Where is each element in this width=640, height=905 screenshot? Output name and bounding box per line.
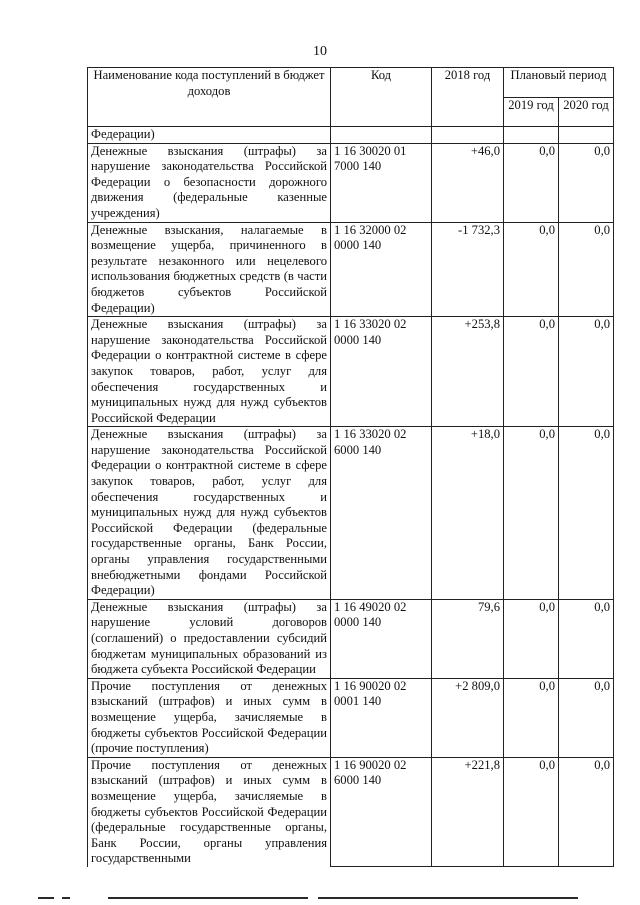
row-name: Денежные взыскания (штрафы) за нарушение законодательства Российской Федерации о безопасности дорожного движения (федеральные казенные учреждения) xyxy=(88,143,331,222)
row-value-2018: +46,0 xyxy=(432,143,504,222)
row-value-2019: 0,0 xyxy=(504,427,559,600)
row-name: Денежные взыскания (штрафы) за нарушение условий договоров (соглашений) о предоставлении субсидий бюджетам муниципальных образований из бюджета субъекта Российской Федерации xyxy=(88,599,331,678)
row-value-2019: 0,0 xyxy=(504,317,559,427)
revenue-table xyxy=(87,67,614,867)
row-value-2020: 0,0 xyxy=(559,757,614,867)
continuation-text: Федерации) xyxy=(88,127,331,144)
row-code: 1 16 49020 02 0000 140 xyxy=(331,599,432,678)
scan-artifact-line xyxy=(62,897,70,899)
row-value-2020: 0,0 xyxy=(559,222,614,317)
row-code: 1 16 33020 02 0000 140 xyxy=(331,317,432,427)
scan-artifact-line xyxy=(108,897,308,899)
row-value-2018: +221,8 xyxy=(432,757,504,867)
row-value-2020: 0,0 xyxy=(559,427,614,600)
row-value-2019: 0,0 xyxy=(504,222,559,317)
row-code: 1 16 90020 02 0001 140 xyxy=(331,678,432,757)
header-year-2019: 2019 год xyxy=(504,97,559,127)
row-value-2019: 0,0 xyxy=(504,678,559,757)
header-name: Наименование кода поступлений в бюджет доходов xyxy=(88,68,331,127)
row-value-2018: -1 732,3 xyxy=(432,222,504,317)
row-name: Прочие поступления от денежных взысканий (штрафов) и иных сумм в возмещение ущерба, зачисляемые в бюджеты субъектов Российской Федерации (прочие поступления) xyxy=(88,678,331,757)
row-value-2020: 0,0 xyxy=(559,678,614,757)
header-planned-period: Плановый период xyxy=(504,68,614,98)
row-value-2020: 0,0 xyxy=(559,317,614,427)
table-row xyxy=(88,678,614,757)
row-name: Денежные взыскания (штрафы) за нарушение законодательства Российской Федерации о контрактной системе в сфере закупок товаров, работ, услуг для обеспечения государственных и муниципальных нужд для нужд субъектов Российской Федерации (федеральные государственные органы, Банк России, органы управления государственными внебюджетными фондами Российской Федерации) xyxy=(88,427,331,600)
scan-artifact-line xyxy=(318,897,578,899)
scan-artifact-line xyxy=(38,897,54,899)
table-row xyxy=(88,317,614,427)
header-row xyxy=(88,68,614,98)
row-value-2019: 0,0 xyxy=(504,143,559,222)
table-row xyxy=(88,143,614,222)
row-code: 1 16 32000 02 0000 140 xyxy=(331,222,432,317)
table-row xyxy=(88,427,614,600)
row-value-2019: 0,0 xyxy=(504,757,559,867)
table-row xyxy=(88,599,614,678)
row-name: Денежные взыскания, налагаемые в возмещение ущерба, причиненного в результате незаконного или нецелевого использования бюджетных средств (в части бюджетов субъектов Российской Федерации) xyxy=(88,222,331,317)
row-code: 1 16 33020 02 6000 140 xyxy=(331,427,432,600)
page-number: 10 xyxy=(313,44,327,59)
row-value-2020: 0,0 xyxy=(559,143,614,222)
table-row xyxy=(88,757,614,867)
row-name: Денежные взыскания (штрафы) за нарушение законодательства Российской Федерации о контрактной системе в сфере закупок товаров, работ, услуг для обеспечения государственных и муниципальных нужд для нужд субъектов Российской Федерации xyxy=(88,317,331,427)
row-value-2018: 79,6 xyxy=(432,599,504,678)
row-value-2018: +253,8 xyxy=(432,317,504,427)
row-name: Прочие поступления от денежных взысканий (штрафов) и иных сумм в возмещение ущерба, зачисляемые в бюджеты субъектов Российской Федерации (федеральные государственные органы, Банк России, органы управления государственными xyxy=(88,757,331,867)
row-code: 1 16 90020 02 6000 140 xyxy=(331,757,432,867)
row-value-2018: +18,0 xyxy=(432,427,504,600)
header-code: Код xyxy=(331,68,432,127)
row-value-2020: 0,0 xyxy=(559,599,614,678)
table-row xyxy=(88,222,614,317)
row-code: 1 16 30020 01 7000 140 xyxy=(331,143,432,222)
row-value-2019: 0,0 xyxy=(504,599,559,678)
continuation-row xyxy=(88,127,614,144)
row-value-2018: +2 809,0 xyxy=(432,678,504,757)
header-year-2018: 2018 год xyxy=(432,68,504,127)
header-year-2020: 2020 год xyxy=(559,97,614,127)
